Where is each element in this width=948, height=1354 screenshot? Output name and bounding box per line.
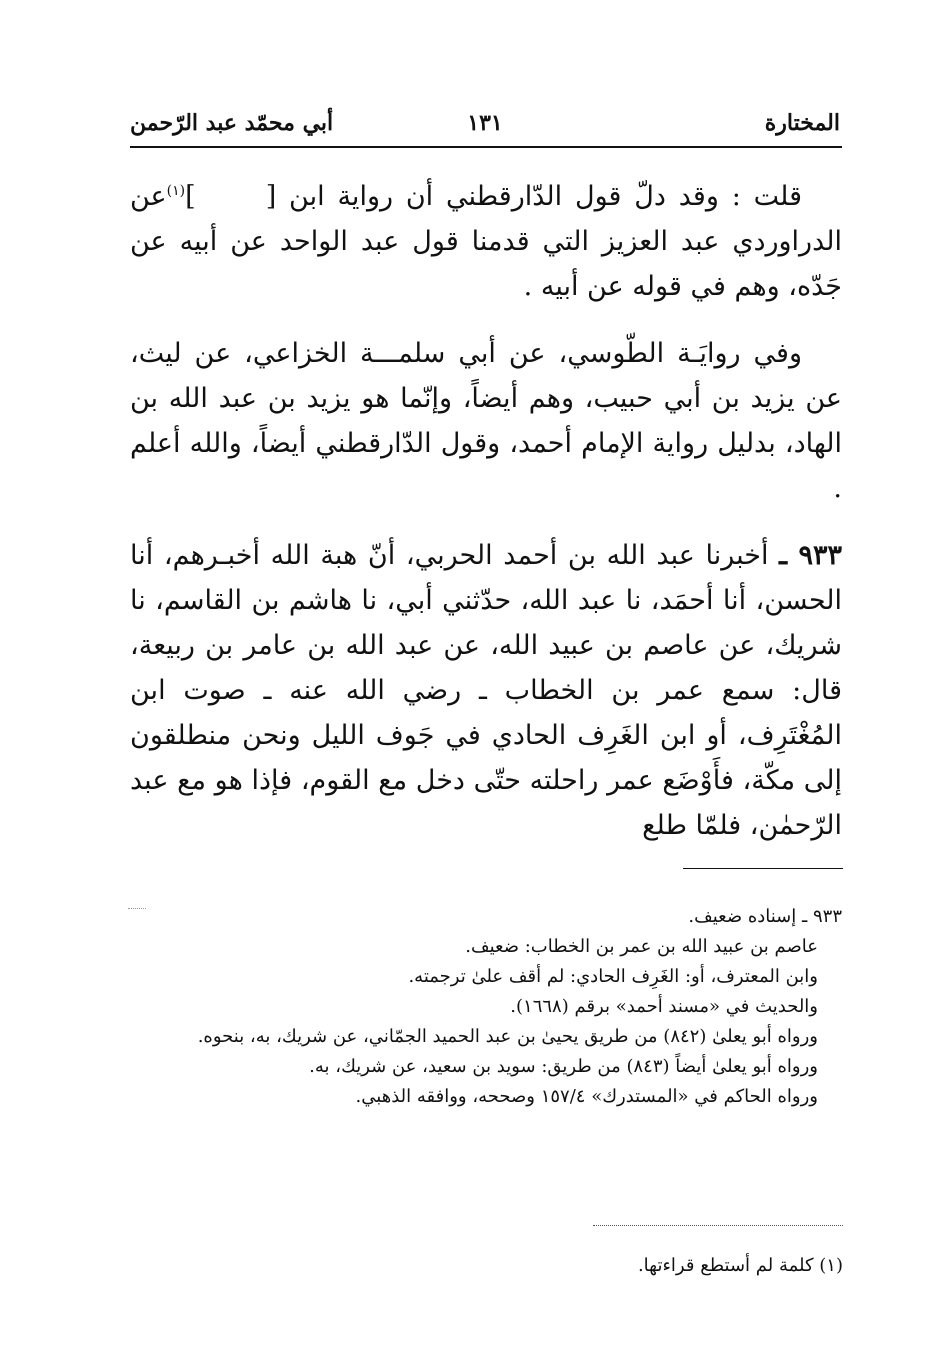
paragraph-commentary-start: قلت : وقد دلّ قول الدّارقطني أن رواية ابن [ <box>265 181 802 212</box>
footnote: (١) كلمة لم أستطع قراءتها. <box>637 1255 843 1276</box>
paragraph-tusi-narration: وفي روايَـة الطّوسي، عن أبي سلمـــة الخزاعي، عن ليث، عن يزيد بن أبي حبيب، وهم أيضاً، وإنّما هو يزيد بن عبد الله بن الهاد، بدليل رواية الإمام أحمد، وقول الدّارقطني أيضاً، والله أعلم . <box>130 338 842 504</box>
paragraph-hadith <box>130 533 842 848</box>
note-line: ورواه أبو يعلىٰ أيضاً (٨٤٣) من طريق: سويد بن سعيد، عن شريك، به. <box>309 1056 818 1077</box>
note-line: وابن المعترف، أو: الغَرِف الحادي: لم أقف علىٰ ترجمته. <box>408 966 818 987</box>
notes-divider <box>683 868 843 869</box>
note-title: ٩٣٣ ـ إسناده ضعيف. <box>688 906 842 927</box>
note-line: ورواه أبو يعلىٰ (٨٤٢) من طريق يحيىٰ بن عبد الحميد الجمّاني، عن شريك، به، بنحوه. <box>197 1026 818 1047</box>
page-number: ١٣١ <box>467 110 503 136</box>
page-header <box>130 108 840 142</box>
bracket-close: ] <box>185 181 196 212</box>
header-book-title: المختارة <box>764 110 840 136</box>
header-author-name: أبي محمّد عبد الرّحمن <box>130 110 334 136</box>
hadith-number: ٩٣٣ ـ <box>779 540 842 571</box>
paragraph-commentary <box>130 174 842 309</box>
paragraph-commentary-end: عن الدراوردي عبد العزيز التي قدمنا قول عبد الواحد عن أبيه عن جَدّه، وهم في قوله عن أبيه . <box>130 181 842 302</box>
footnote-divider <box>593 1225 843 1226</box>
note-line: ورواه الحاكم في «المستدرك» ١٥٧/٤ وصححه، ووافقه الذهبي. <box>355 1086 818 1107</box>
main-text <box>130 174 842 848</box>
hadith-notes <box>130 902 842 1112</box>
footnote-reference: (١) <box>166 183 186 199</box>
note-line: والحديث في «مسند أحمد» برقم (١٦٦٨). <box>510 996 818 1017</box>
hadith-text: أخبرنا عبد الله بن أحمد الحربي، أنّ هبة الله أخبـرهم، أنا الحسن، أنا أحمَد، نا عبد الله، حدّثني أبي، نا هاشم بن القاسم، نا شريك، عن عاصم بن عبيد الله، عن عبد الله بن عامر بن ربيعة، قال: سمع عمر بن الخطاب ـ رضي الله عنه ـ صوت ابن المُغْتَرِف، أو ابن الغَرِف الحادي في جَوف الليل ونحن منطلقون إلى مكّة، فأَوْضَع عمر راحلته حتّى دخل مع القوم، فإذا هو مع عبد الرّحمٰن، فلمّا طلع <box>130 540 842 841</box>
note-line: عاصم بن عبيد الله بن عمر بن الخطاب: ضعيف. <box>465 936 818 957</box>
header-divider <box>130 146 842 148</box>
